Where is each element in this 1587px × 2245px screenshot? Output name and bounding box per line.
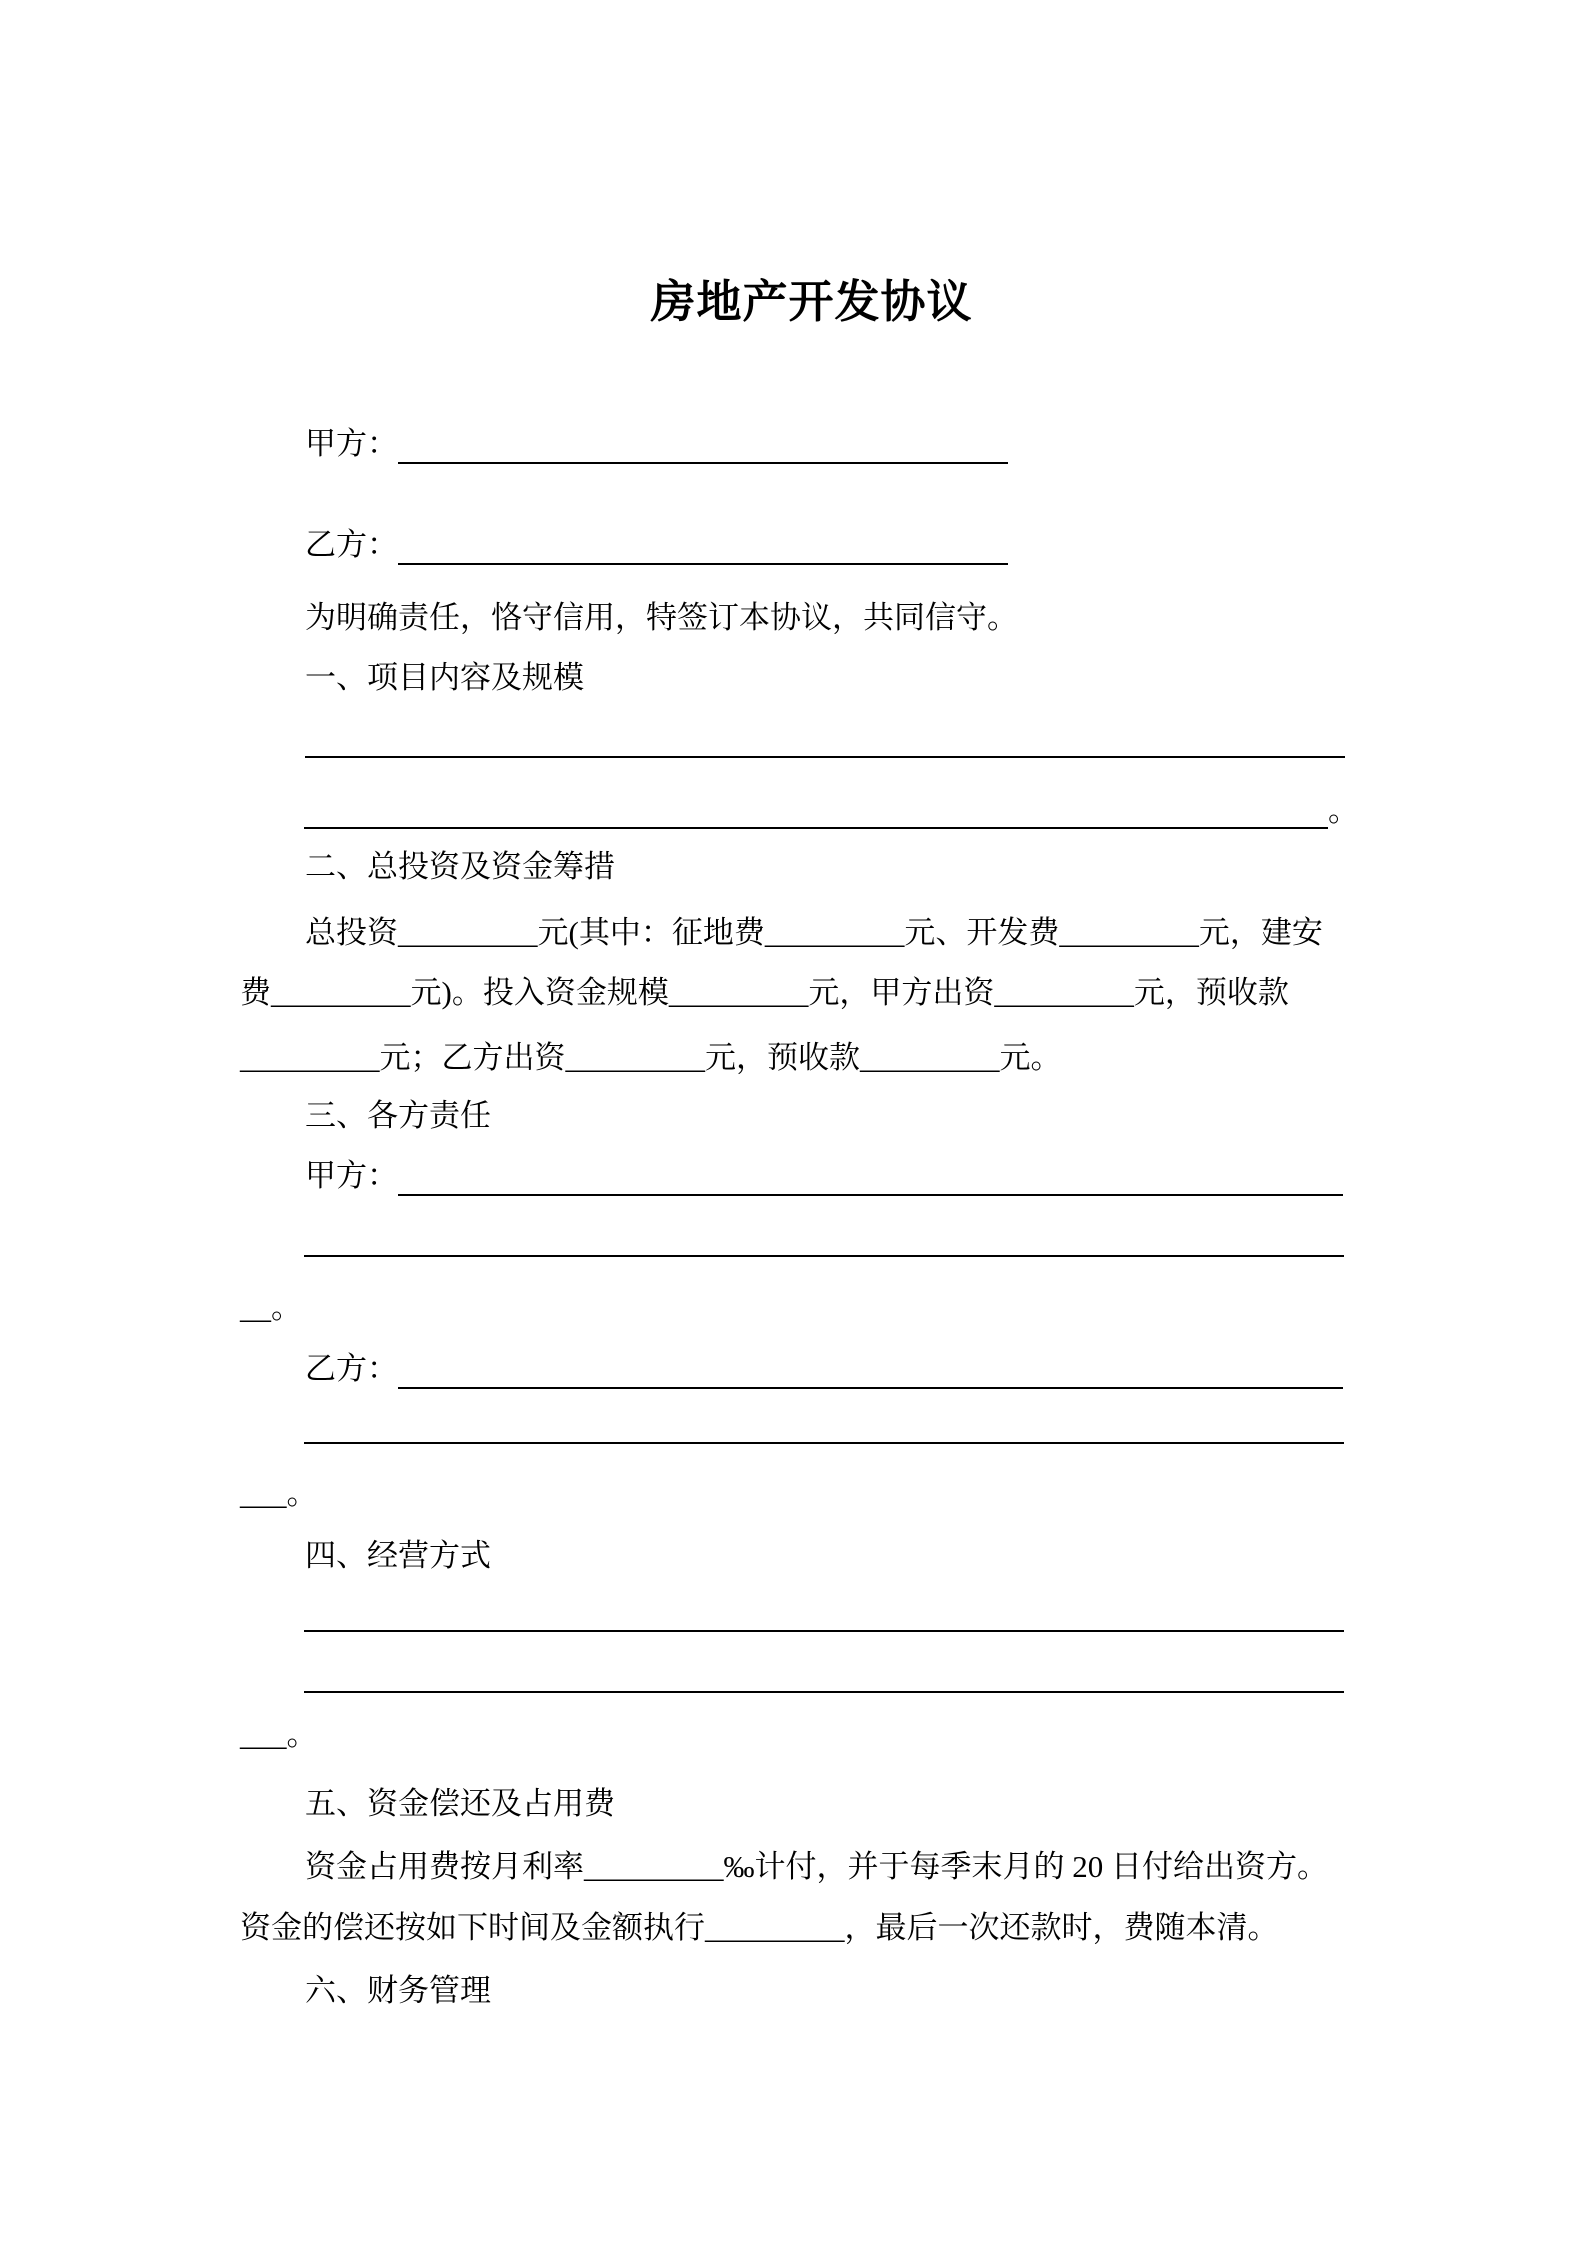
section-4-heading: 四、经营方式: [305, 1538, 491, 1573]
section-3-party-a-label: 甲方：: [305, 1158, 398, 1193]
section-5-line-1: 资金占用费按月利率_________‰计付，并于每季末月的 20 日付给出资方。: [305, 1849, 1328, 1884]
section-3-blank-rule-b[interactable]: [304, 1412, 1344, 1444]
section-3-tail-b: ___。: [240, 1476, 318, 1511]
section-4-tail: ___。: [240, 1717, 318, 1752]
section-3-heading: 三、各方责任: [305, 1098, 491, 1133]
section-3-party-b-label: 乙方：: [305, 1351, 398, 1386]
section-3-party-a-blank[interactable]: [398, 1194, 1343, 1196]
section-4-blank-rule-1[interactable]: [304, 1600, 1344, 1632]
section-1-blank-rule-1[interactable]: [305, 726, 1345, 758]
section-5-line-2: 资金的偿还按如下时间及金额执行_________，最后一次还款时，费随本清。: [240, 1910, 1279, 1945]
preamble: 为明确责任，恪守信用，特签订本协议，共同信守。: [305, 600, 1018, 635]
party-b-label: 乙方：: [305, 527, 398, 562]
document-title: 房地产开发协议: [650, 277, 973, 327]
party-a-line: [305, 428, 1008, 464]
party-a-blank[interactable]: [398, 462, 1008, 464]
section-2-line-2: 费_________元)。投入资金规模_________元，甲方出资_________元，预收款: [240, 975, 1289, 1010]
section-3-blank-rule-a[interactable]: [304, 1225, 1344, 1257]
section-3-party-b-blank[interactable]: [398, 1387, 1343, 1389]
section-1-blank-2[interactable]: [304, 825, 1328, 829]
section-1-blank-rule-2: [304, 795, 1359, 829]
section-4-blank-rule-2[interactable]: [304, 1661, 1344, 1693]
section-1-heading: 一、项目内容及规模: [305, 660, 584, 695]
section-2-heading: 二、总投资及资金筹措: [305, 849, 615, 884]
section-3-party-a-line: [305, 1160, 1343, 1196]
section-6-heading: 六、财务管理: [305, 1973, 491, 2008]
party-b-blank[interactable]: [398, 563, 1008, 565]
section-2-line-3: _________元；乙方出资_________元，预收款_________元。: [240, 1040, 1062, 1075]
section-3-tail-a: __。: [240, 1290, 302, 1325]
party-a-label: 甲方：: [305, 426, 398, 461]
section-1-period: 。: [1328, 793, 1359, 828]
section-2-line-1: 总投资_________元(其中：征地费_________元、开发费_________元，建安: [305, 915, 1323, 950]
party-b-line: [305, 529, 1008, 565]
section-5-heading: 五、资金偿还及占用费: [305, 1786, 615, 1821]
section-3-party-b-line: [305, 1353, 1343, 1389]
